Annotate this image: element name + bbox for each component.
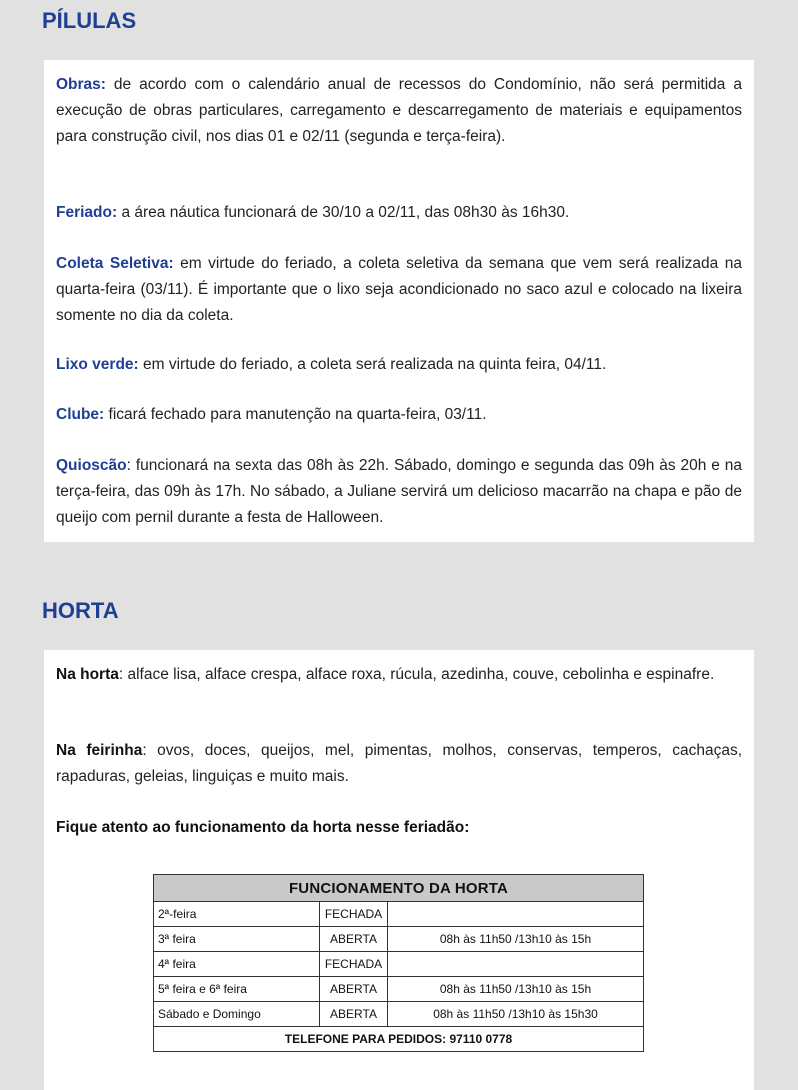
item-lixo-verde <box>56 352 742 378</box>
table-row <box>154 927 644 952</box>
day-cell: 5ª feira e 6ª feira <box>154 977 320 1002</box>
phone-footer: TELEFONE PARA PEDIDOS: 97110 0778 <box>154 1027 644 1052</box>
hours-cell: 08h às 11h50 /13h10 às 15h <box>388 977 644 1002</box>
table-footer-row <box>154 1027 644 1052</box>
table-header: FUNCIONAMENTO DA HORTA <box>154 875 644 902</box>
horta-notice: Fique atento ao funcionamento da horta nesse feriadão: <box>56 819 470 836</box>
item-text: de acordo com o calendário anual de recessos do Condomínio, não será permitida a execução de obras particulares, carregamento e descarregamento de materiais e equipamentos para construção civil, nos dias 01 e 02/11 (segunda e terça-feira). <box>56 76 742 145</box>
table-row <box>154 902 644 927</box>
item-text: : ovos, doces, queijos, mel, pimentas, molhos, conservas, temperos, cachaças, rapaduras, geleias, linguiças e muito mais. <box>56 742 742 785</box>
pilulas-title: PÍLULAS <box>42 8 137 33</box>
item-text: em virtude do feriado, a coleta seletiva da semana que vem será realizada na quarta-feira (03/11). É importante que o lixo seja acondicionado no saco azul e colocado na lixeira somente no dia da coleta. <box>56 255 742 324</box>
item-label: Coleta Seletiva: <box>56 255 174 272</box>
status-cell: FECHADA <box>320 952 388 977</box>
item-label: Lixo verde: <box>56 356 139 373</box>
item-text: : alface lisa, alface crespa, alface roxa, rúcula, azedinha, couve, cebolinha e espinafre. <box>118 666 715 683</box>
item-text: em virtude do feriado, a coleta será realizada na quinta feira, 04/11. <box>138 356 607 373</box>
day-cell: 4ª feira <box>154 952 320 977</box>
item-na-feirinha <box>56 738 742 790</box>
day-cell: 3ª feira <box>154 927 320 952</box>
item-label: Na horta <box>56 666 119 683</box>
table-row <box>154 977 644 1002</box>
item-label: Feriado: <box>56 204 118 221</box>
item-label: Na feirinha <box>56 742 143 759</box>
item-label: Quioscão <box>56 457 127 474</box>
hours-cell <box>388 902 644 927</box>
table-row <box>154 952 644 977</box>
table-header-row <box>154 875 644 902</box>
hours-cell: 08h às 11h50 /13h10 às 15h <box>388 927 644 952</box>
item-label: Obras: <box>56 76 106 93</box>
status-cell: ABERTA <box>320 977 388 1002</box>
day-cell: Sábado e Domingo <box>154 1002 320 1027</box>
status-cell: FECHADA <box>320 902 388 927</box>
item-obras <box>56 72 742 150</box>
horta-title: HORTA <box>42 598 119 623</box>
status-cell: ABERTA <box>320 1002 388 1027</box>
item-text: ficará fechado para manutenção na quarta-feira, 03/11. <box>104 406 487 423</box>
hours-cell: 08h às 11h50 /13h10 às 15h30 <box>388 1002 644 1027</box>
item-text: a área náutica funcionará de 30/10 a 02/11, das 08h30 às 16h30. <box>117 204 570 221</box>
hours-cell <box>388 952 644 977</box>
item-label: Clube: <box>56 406 105 423</box>
table-row <box>154 1002 644 1027</box>
item-quioscao <box>56 453 742 531</box>
day-cell: 2ª-feira <box>154 902 320 927</box>
item-clube <box>56 402 742 428</box>
hours-table <box>153 874 644 1052</box>
status-cell: ABERTA <box>320 927 388 952</box>
item-na-horta <box>56 662 742 688</box>
item-feriado <box>56 200 742 226</box>
item-coleta-seletiva <box>56 251 742 329</box>
item-text: : funcionará na sexta das 08h às 22h. Sábado, domingo e segunda das 09h às 20h e na terça-feira, das 09h às 17h. No sábado, a Juliane servirá um delicioso macarrão na chapa e pão de queijo com pernil durante a festa de Halloween. <box>56 457 742 526</box>
